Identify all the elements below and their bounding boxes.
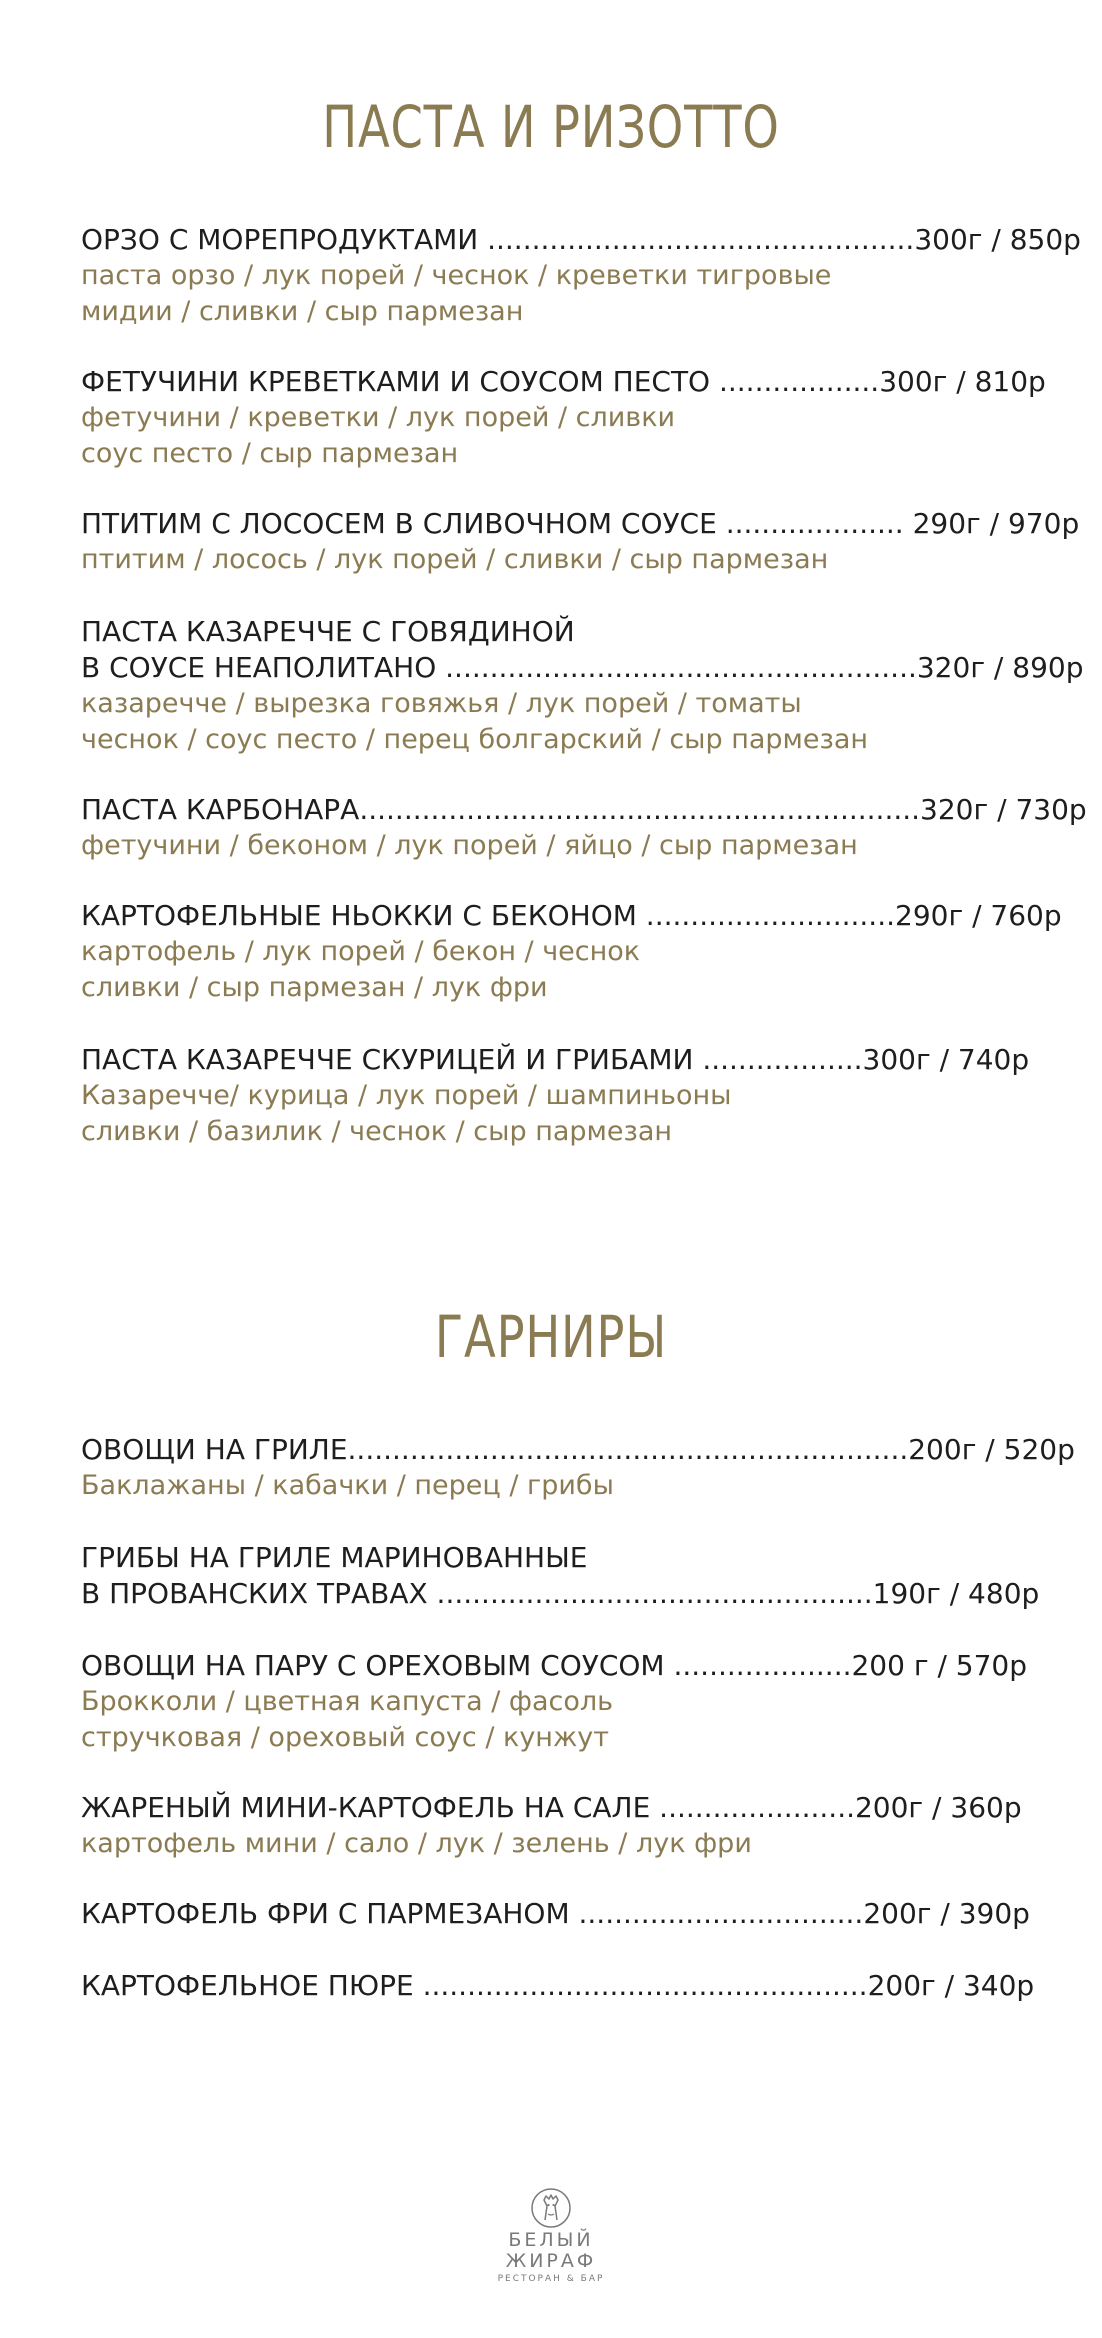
giraffe-head-icon (529, 2186, 573, 2230)
item-description: казаречче / вырезка говяжья / лук порей / томаты (81, 688, 802, 719)
item-description: картофель / лук порей / бекон / чеснок (81, 936, 641, 967)
menu-item-fries-parmesan (81, 1896, 1041, 1932)
item-description: Баклажаны / кабачки / перец / грибы (81, 1470, 614, 1501)
item-name: ПАСТА КАЗАРЕЧЧЕ С ГОВЯДИНОЙ (81, 615, 575, 648)
menu-item-grilled-mushrooms (81, 1540, 1041, 1612)
item-name: ОВОЩИ НА ГРИЛЕ...............................................................200г / 520р (81, 1433, 1075, 1466)
menu-item-orzo (81, 222, 1081, 330)
item-name: ЖАРЕНЫЙ МИНИ-КАРТОФЕЛЬ НА САЛЕ ......................200г / 360р (81, 1791, 1022, 1824)
item-description: сливки / базилик / чеснок / сыр пармезан (81, 1116, 673, 1147)
item-description: чеснок / соус песто / перец болгарский / сыр пармезан (81, 724, 869, 755)
item-description: паста орзо / лук порей / чеснок / креветки тигровые (81, 260, 832, 291)
item-name: ПТИТИМ С ЛОСОСЕМ В СЛИВОЧНОМ СОУСЕ .................... 290г / 970р (81, 507, 1080, 540)
menu-item-casarecce-beef (81, 614, 1084, 758)
menu-item-casarecce-chicken (81, 1042, 1041, 1150)
menu-item-ptitim-salmon (81, 506, 1080, 578)
menu-item-grilled-vegetables (81, 1432, 1075, 1504)
section-title-pasta: ПАСТА И РИЗОТТО (322, 93, 780, 161)
logo-tagline: РЕСТОРАН & БАР (497, 2274, 605, 2284)
item-name: ФЕТУЧИНИ КРЕВЕТКАМИ И СОУСОМ ПЕСТО ..................300г / 810р (81, 365, 1046, 398)
item-description: стручковая / ореховый соус / кунжут (81, 1722, 609, 1753)
section-title-sides: ГАРНИРЫ (434, 1303, 668, 1371)
item-name: В СОУСЕ НЕАПОЛИТАНО .....................................................320г / 890р (81, 651, 1084, 684)
item-name: ОРЗО С МОРЕПРОДУКТАМИ ................................................300г / 850р (81, 223, 1081, 256)
menu-item-gnocchi-bacon (81, 898, 1062, 1006)
item-name: КАРТОФЕЛЬ ФРИ С ПАРМЕЗАНОМ ................................200г / 390р (81, 1897, 1030, 1930)
item-description: Брокколи / цветная капуста / фасоль (81, 1686, 614, 1717)
restaurant-logo (0, 2186, 1102, 2286)
item-description: фетучини / беконом / лук порей / яйцо / сыр пармезан (81, 830, 858, 861)
logo-text-line2: ЖИРАФ (505, 2250, 597, 2272)
menu-item-carbonara (81, 792, 1087, 864)
item-name: КАРТОФЕЛЬНОЕ ПЮРЕ ..................................................200г / 340р (81, 1969, 1035, 2002)
item-name: КАРТОФЕЛЬНЫЕ НЬОККИ С БЕКОНОМ ............................290г / 760р (81, 899, 1062, 932)
menu-item-fried-mini-potatoes (81, 1790, 1041, 1862)
item-description: соус песто / сыр пармезан (81, 438, 459, 469)
item-name: ПАСТА КАРБОНАРА...............................................................320г / 730р (81, 793, 1087, 826)
item-description: картофель мини / сало / лук / зелень / лук фри (81, 1828, 752, 1859)
item-name: ГРИБЫ НА ГРИЛЕ МАРИНОВАННЫЕ (81, 1541, 588, 1574)
item-description: фетучини / креветки / лук порей / сливки (81, 402, 676, 433)
item-name: В ПРОВАНСКИХ ТРАВАХ .................................................190г / 480р (81, 1577, 1040, 1610)
menu-item-fettuccine-pesto (81, 364, 1046, 472)
item-description: птитим / лосось / лук порей / сливки / сыр пармезан (81, 544, 829, 575)
item-name: ОВОЩИ НА ПАРУ С ОРЕХОВЫМ СОУСОМ ....................200 г / 570р (81, 1649, 1027, 1682)
menu-item-steamed-vegetables (81, 1648, 1041, 1756)
logo-text-line1: БЕЛЫЙ (508, 2229, 594, 2251)
item-description: мидии / сливки / сыр пармезан (81, 296, 524, 327)
menu-item-mashed-potatoes (81, 1968, 1041, 2004)
item-description: сливки / сыр пармезан / лук фри (81, 972, 548, 1003)
item-description: Казаречче/ курица / лук порей / шампиньоны (81, 1080, 732, 1111)
item-name: ПАСТА КАЗАРЕЧЧЕ СКУРИЦЕЙ И ГРИБАМИ ..................300г / 740р (81, 1043, 1030, 1076)
